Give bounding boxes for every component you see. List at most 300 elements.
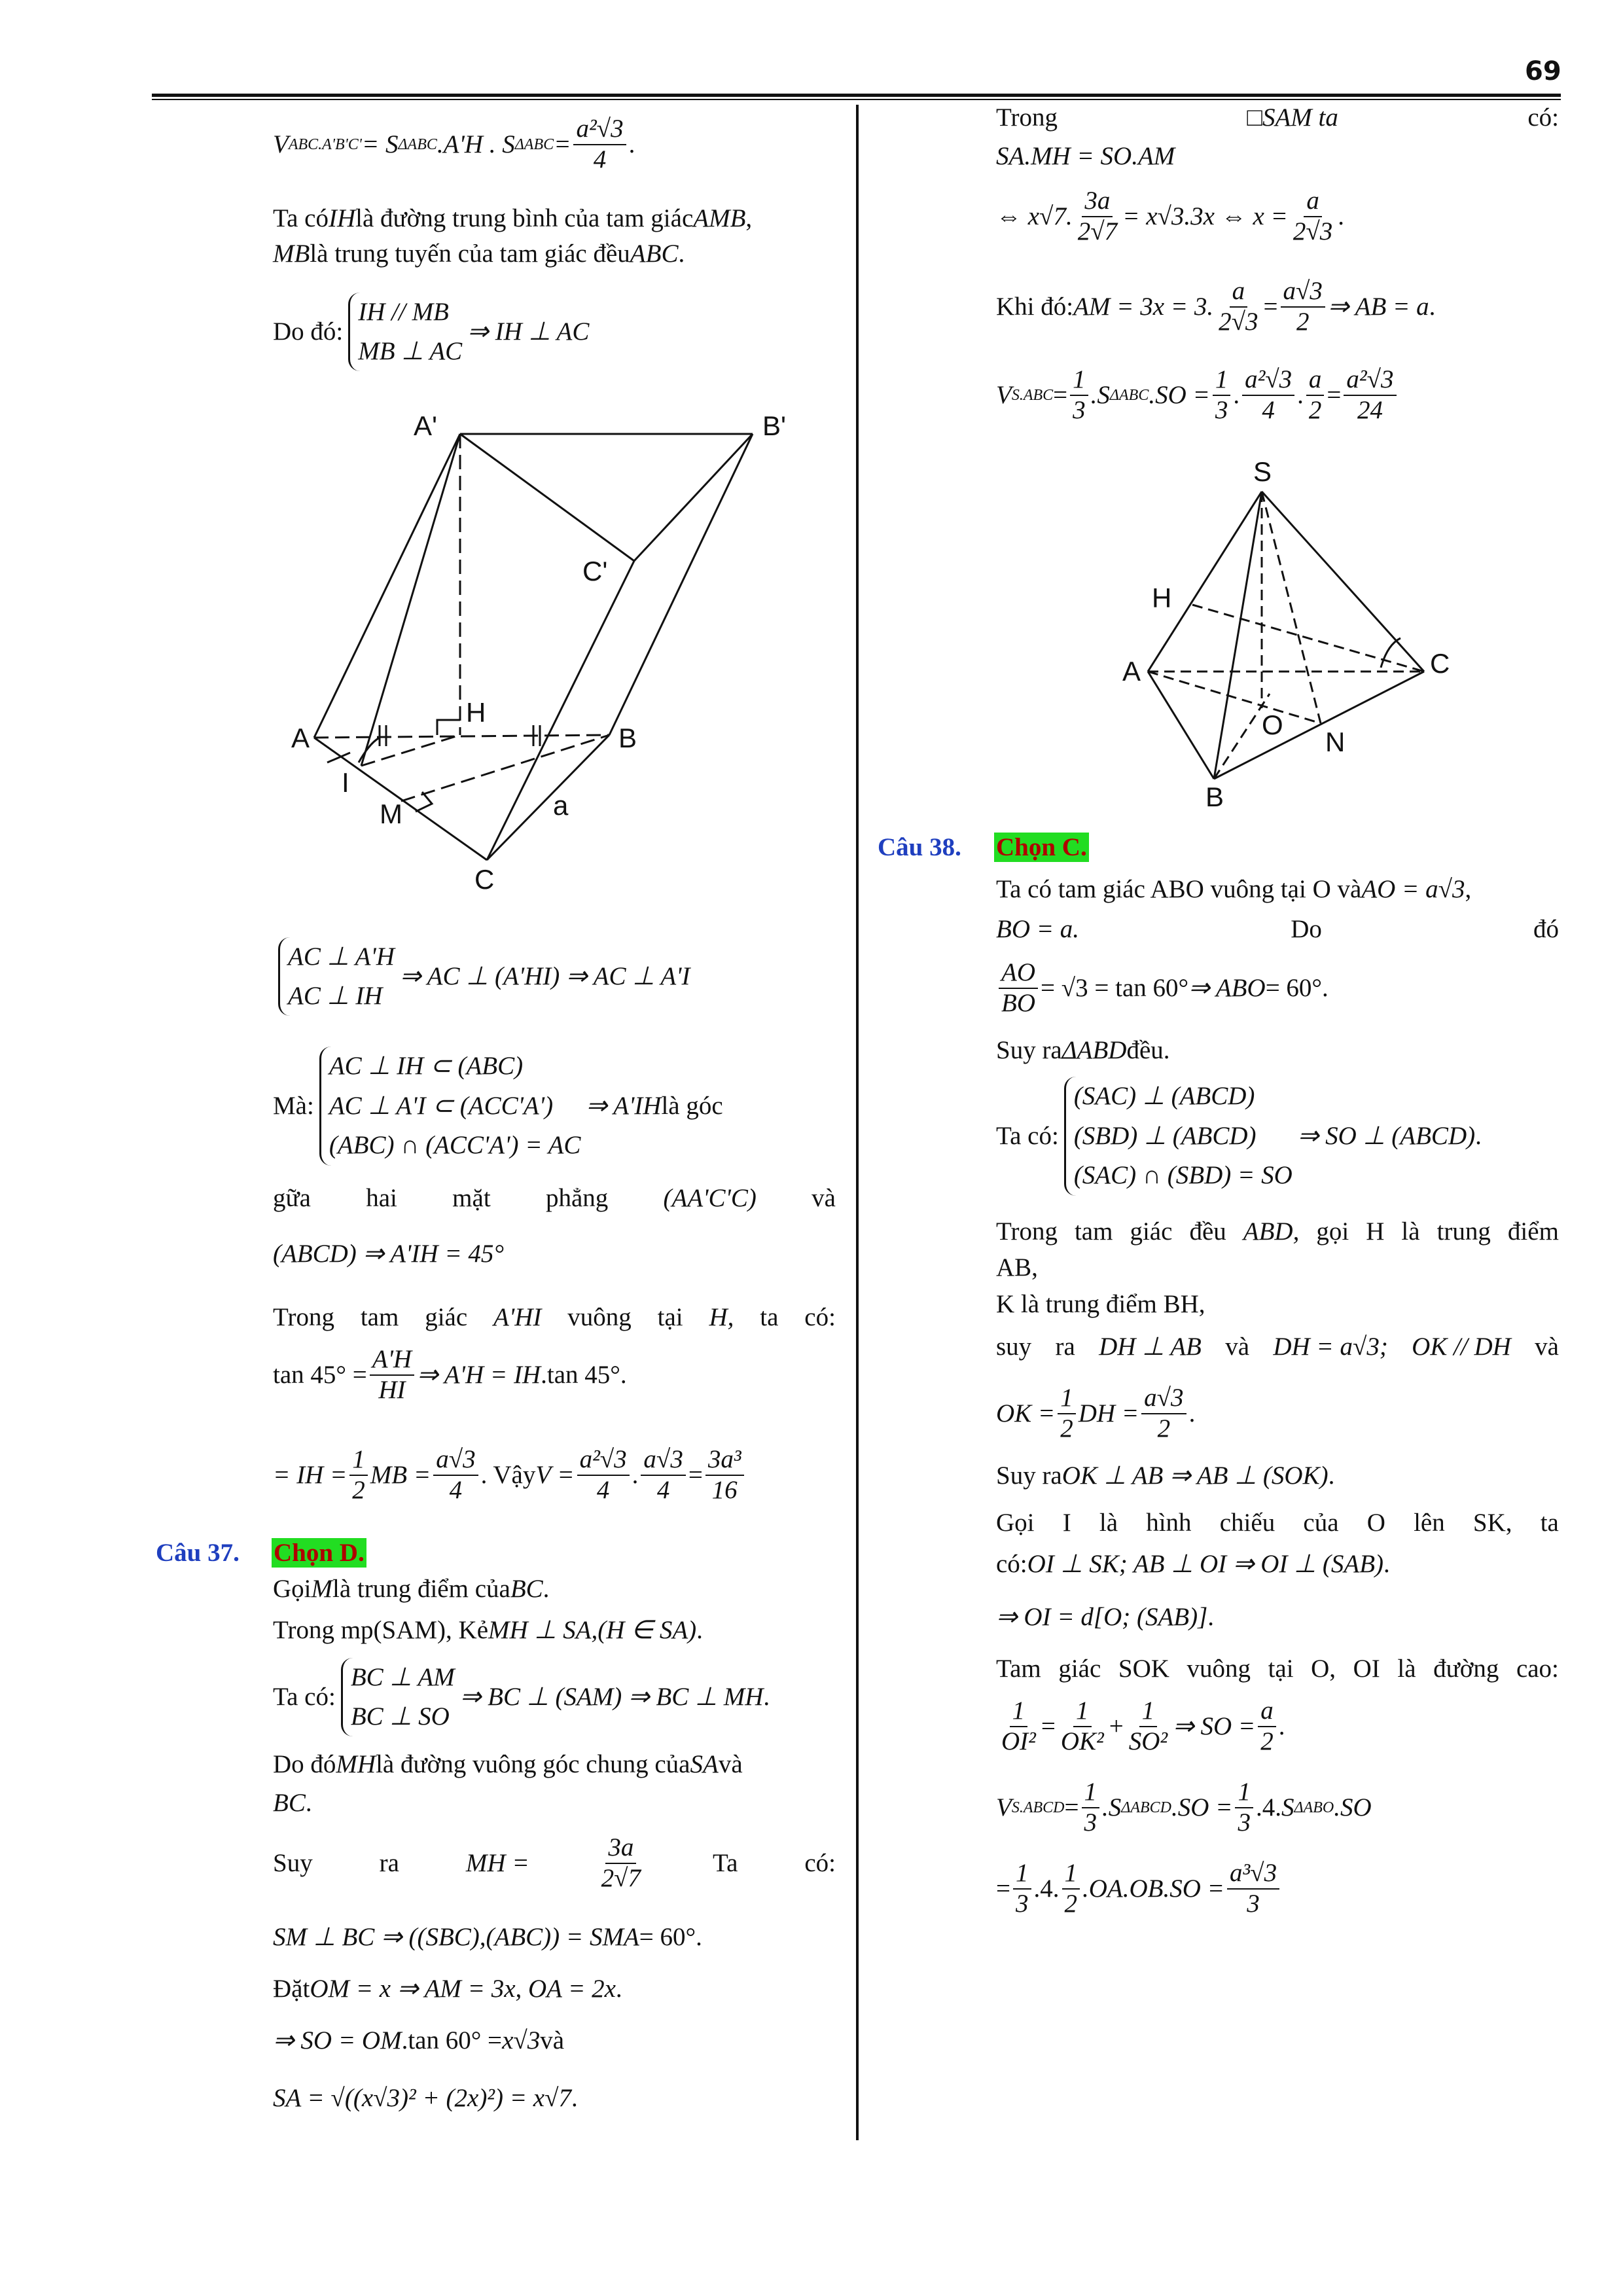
text-run: và — [1535, 1332, 1559, 1361]
math-run: (AA'C'C) — [663, 1183, 757, 1212]
text-run: O — [1366, 1508, 1385, 1537]
numerator: a√3 — [1281, 277, 1325, 308]
numerator: 3a³ — [705, 1445, 744, 1476]
text-run: hình — [1146, 1508, 1192, 1537]
text-run: Đặt — [273, 1974, 310, 2003]
fraction — [599, 1833, 643, 1893]
text-line — [273, 1748, 743, 1782]
text-line — [996, 1506, 1559, 1540]
prism-labels — [291, 410, 786, 895]
fraction — [1082, 1778, 1100, 1838]
label: B — [1205, 781, 1224, 812]
text-run: Do đó: — [273, 317, 344, 346]
math-run: ⇒ A'IH — [586, 1091, 662, 1120]
text-run: = — [1041, 1712, 1056, 1740]
text-line — [273, 2081, 578, 2115]
text-run: . — [678, 239, 685, 268]
text-run: . — [696, 1615, 703, 1644]
text-run: . — [1233, 380, 1240, 409]
math-run: S — [1281, 1793, 1294, 1821]
text-run: SOK — [1118, 1654, 1169, 1683]
denominator: OI² — [1001, 1727, 1036, 1755]
text-run: là trung điểm của — [332, 1574, 510, 1603]
math-run: OI ⊥ SK; AB ⊥ OI ⇒ OI ⊥ (SAB) — [1027, 1549, 1384, 1578]
text-line — [996, 1547, 1390, 1581]
math-run: ⇒ SO = — [1173, 1712, 1256, 1740]
text-line — [996, 1082, 1482, 1190]
label: B — [618, 723, 637, 753]
text-run: Ta có tam giác ABO vuông tại O và — [996, 874, 1362, 903]
fraction — [641, 1445, 685, 1505]
numerator: a²√3 — [1344, 365, 1396, 396]
math-run: DH = a√3; — [1273, 1332, 1388, 1361]
text-run: vuông — [1186, 1654, 1251, 1683]
text-run: là — [1401, 1217, 1420, 1246]
text-line — [273, 1181, 836, 1215]
label: O — [1262, 709, 1283, 740]
math-run: V = — [535, 1460, 575, 1489]
math-run: OK ⊥ AB ⇒ AB ⊥ (SOK) — [1061, 1461, 1329, 1490]
question-37-label: Câu 37. — [156, 1539, 240, 1567]
text-run: Trong — [273, 1302, 334, 1331]
text-line — [273, 1572, 549, 1606]
text-run: phẳng — [545, 1183, 609, 1212]
math-run: .S — [1090, 380, 1110, 409]
math-run: SA — [690, 1749, 719, 1778]
math-subscript: ΔABC — [514, 135, 554, 153]
denominator: 2√7 — [601, 1864, 641, 1892]
denominator: 2 — [1060, 1414, 1073, 1443]
math-run: AM = 3x = 3. — [1073, 292, 1214, 321]
equation-system — [1064, 1077, 1293, 1195]
text-line — [273, 1613, 703, 1647]
text-run: = √3 = tan 60° — [1041, 973, 1189, 1002]
denominator: 4 — [449, 1476, 463, 1504]
text-run: . — [543, 1574, 550, 1603]
text-line — [273, 202, 752, 236]
text-run: cao: — [1516, 1654, 1559, 1683]
text-run: và — [812, 1183, 836, 1212]
text-run: Trong — [996, 103, 1058, 132]
text-run: . — [305, 1788, 312, 1817]
text-line — [273, 1920, 702, 1954]
fraction — [1227, 1859, 1279, 1919]
text-run: vuông — [567, 1302, 632, 1331]
numerator: a√3 — [641, 1445, 685, 1476]
text-run: lên — [1414, 1508, 1445, 1537]
text-line — [996, 1251, 1038, 1285]
math-run: = S — [361, 130, 399, 158]
fraction — [999, 1696, 1039, 1757]
text-run: Ta có: — [273, 1682, 336, 1711]
denominator: 2 — [1260, 1727, 1274, 1755]
math-run: MH ⊥ SA,(H ∈ SA) — [488, 1615, 697, 1644]
math-run: M — [311, 1574, 332, 1603]
page-number: 69 — [1525, 56, 1561, 86]
fraction — [1070, 365, 1088, 425]
math-run: MB = — [370, 1460, 431, 1489]
denominator: OK² — [1060, 1727, 1104, 1755]
equation-system — [278, 937, 395, 1016]
text-run: giác — [1130, 1217, 1173, 1246]
math-subscript: ΔABC — [1109, 386, 1149, 404]
text-run: ta — [760, 1302, 779, 1331]
tick-m — [416, 792, 432, 812]
text-run: giác — [425, 1302, 468, 1331]
text-run: = — [1263, 292, 1278, 321]
text-run: có: — [804, 1848, 836, 1877]
edge-a1a — [314, 434, 460, 738]
denominator: 2 — [1064, 1890, 1077, 1918]
denominator: 4 — [656, 1476, 670, 1504]
math-run: x√3 — [502, 2026, 541, 2054]
right-angle-mark-h — [437, 720, 460, 735]
numerator: 3a — [605, 1833, 636, 1864]
fraction — [1242, 365, 1294, 425]
text-line — [273, 942, 690, 1010]
denominator: 3 — [1247, 1890, 1260, 1918]
text-run: có: — [1527, 103, 1559, 132]
text-run: Ta có: — [996, 1121, 1059, 1150]
text-line — [273, 1300, 836, 1335]
text-run: của — [1303, 1508, 1339, 1537]
math-run: = x√3.3x ⇔ x = — [1122, 202, 1288, 230]
math-run: OK = — [996, 1399, 1056, 1427]
math-run: .A'H . S — [437, 130, 515, 158]
math-run: V — [273, 130, 289, 158]
text-line — [996, 1652, 1559, 1686]
text-line — [273, 1052, 723, 1160]
numerator: a — [1304, 187, 1322, 217]
text-line — [996, 1459, 1334, 1493]
math-subscript: ABC.A'B'C' — [288, 135, 362, 153]
fraction — [1216, 277, 1260, 337]
label: a — [553, 790, 569, 821]
label: A — [1122, 656, 1141, 687]
numerator: a√3 — [433, 1445, 478, 1476]
text-line — [996, 365, 1399, 424]
math-run: SA = √((x√3)² + (2x)²) = x√7 — [273, 2083, 572, 2112]
math-subscript: ΔABCD — [1121, 1799, 1171, 1816]
text-run: . — [1188, 1399, 1196, 1427]
text-run: là — [1099, 1508, 1118, 1537]
fraction — [349, 1445, 368, 1505]
text-run: . — [1328, 1461, 1335, 1490]
numerator: a — [1306, 365, 1325, 396]
fraction — [705, 1445, 744, 1505]
numerator: 1 — [1235, 1778, 1253, 1808]
math-run: AO = a√3 — [1361, 874, 1465, 903]
numerator: 1 — [1013, 1859, 1031, 1890]
fraction — [1058, 1384, 1076, 1444]
question-38-answer: Chọn C. — [994, 833, 1089, 862]
math-run: DH ⊥ AB — [1099, 1332, 1202, 1361]
text-run: và — [540, 2026, 565, 2054]
text-run: ta — [1540, 1508, 1559, 1537]
math-run: MH = — [465, 1848, 529, 1877]
text-run: = — [1064, 1793, 1079, 1821]
text-line — [996, 1778, 1372, 1837]
equation-system — [348, 293, 462, 372]
text-run: tam — [1074, 1217, 1113, 1246]
text-run: , — [1465, 874, 1472, 903]
text-run: H — [1366, 1217, 1385, 1246]
label: A — [291, 723, 310, 753]
text-run: ra — [1055, 1332, 1075, 1361]
math-run: .SO = — [1149, 380, 1210, 409]
numerator: a²√3 — [577, 1445, 630, 1476]
math-run: = IH = — [273, 1460, 348, 1489]
text-run: là — [1397, 1654, 1416, 1683]
text-run: ra — [379, 1848, 399, 1877]
denominator: 3 — [1073, 396, 1086, 424]
fraction — [1141, 1384, 1186, 1444]
text-run: đó — [1533, 914, 1559, 943]
text-line — [273, 1445, 747, 1504]
label: A' — [414, 410, 438, 441]
text-run: Suy — [273, 1848, 313, 1877]
denominator: 4 — [593, 145, 607, 173]
text-run: Tam — [996, 1654, 1041, 1683]
system-row: AC ⊥ IH ⊂ (ABC) — [329, 1052, 524, 1081]
text-run: OI — [1353, 1654, 1380, 1683]
label: N — [1325, 726, 1346, 757]
text-run: là trung tuyến của tam giác đều — [310, 239, 630, 268]
text-line — [996, 187, 1345, 245]
text-run: = 60°. — [639, 1922, 702, 1951]
text-run: = — [996, 1874, 1010, 1903]
text-run: là góc — [661, 1091, 723, 1120]
system-row: BC ⊥ SO — [350, 1702, 450, 1731]
math-run: ⇒ A'H = IH — [417, 1360, 541, 1389]
text-line — [996, 872, 1471, 906]
fraction — [1281, 277, 1325, 337]
math-run: ABD, — [1243, 1217, 1300, 1246]
numerator: 1 — [1082, 1778, 1100, 1808]
numerator: 1 — [1058, 1384, 1076, 1414]
math-run: BC — [510, 1574, 543, 1603]
denominator: 2 — [1157, 1414, 1171, 1443]
fraction — [1258, 1696, 1276, 1757]
text-run: . Vậy — [480, 1460, 536, 1489]
denominator: 2√3 — [1293, 217, 1333, 245]
label: H — [466, 697, 486, 728]
numerator: 1 — [1010, 1696, 1028, 1727]
fraction — [577, 1445, 630, 1505]
label: C — [1430, 648, 1450, 679]
text-run: . — [1475, 1121, 1482, 1150]
numerator: 3a — [1082, 187, 1113, 217]
system-row: BC ⊥ AM — [350, 1662, 455, 1691]
denominator: BO — [1001, 989, 1035, 1017]
text-run: Trong mp(SAM), Kẻ — [273, 1615, 489, 1644]
text-run: Gọi — [273, 1574, 312, 1603]
denominator: 3 — [1084, 1808, 1097, 1837]
text-line — [273, 2024, 564, 2058]
numerator: 1 — [1213, 365, 1231, 396]
system-row: (ABC) ∩ (ACC'A') = AC — [329, 1131, 581, 1160]
equation-system — [341, 1658, 455, 1737]
text-run: là đường vuông góc chung của — [376, 1749, 690, 1778]
text-run: .4. — [1033, 1874, 1060, 1903]
text-line — [273, 1786, 312, 1820]
text-run: . — [1297, 380, 1304, 409]
fraction — [573, 115, 626, 175]
text-line — [996, 1033, 1170, 1067]
math-run: BO = a. — [996, 914, 1080, 943]
math-run: V — [996, 1793, 1012, 1821]
edge-c1b1 — [634, 434, 753, 561]
math-subscript: S.ABC — [1011, 386, 1054, 404]
fraction — [1344, 365, 1396, 425]
math-run: = — [554, 130, 571, 158]
system-row: (SBD) ⊥ (ABCD) — [1073, 1121, 1257, 1150]
fraction — [1013, 1859, 1031, 1919]
text-run: I — [1062, 1508, 1071, 1537]
equation-system — [319, 1047, 581, 1165]
system-row: AC ⊥ A'H — [288, 942, 395, 971]
denominator: SO² — [1128, 1727, 1168, 1755]
label: H — [1152, 583, 1172, 613]
math-run: MH — [336, 1749, 376, 1778]
pyramid-figure — [1148, 492, 1424, 779]
text-run: = — [1327, 380, 1342, 409]
text-line — [996, 912, 1559, 946]
text-line — [273, 1345, 627, 1404]
text-line — [996, 1287, 1205, 1321]
denominator: 2 — [352, 1476, 365, 1504]
denominator: 4 — [596, 1476, 610, 1504]
label: S — [1253, 456, 1272, 487]
prism-figure — [314, 434, 753, 860]
text-run: Gọi — [996, 1508, 1035, 1537]
text-run: và — [1225, 1332, 1249, 1361]
numerator: a — [1230, 277, 1248, 308]
text-run: Suy ra — [996, 1035, 1062, 1064]
text-run: và — [718, 1749, 743, 1778]
text-run: tan 45° = — [273, 1360, 367, 1389]
text-run: K là trung điểm BH, — [996, 1289, 1205, 1318]
math-subscript: ΔABO — [1294, 1799, 1334, 1816]
fraction — [999, 958, 1038, 1018]
text-run: Ta có — [273, 204, 329, 232]
math-run: OK // DH — [1412, 1332, 1511, 1361]
math-run: ⇒ IH ⊥ AC — [467, 317, 590, 346]
text-run: là đường trung bình của tam giác — [355, 204, 694, 232]
text-line — [273, 1662, 770, 1731]
edge-ab — [314, 735, 609, 738]
text-run: .tan 45°. — [541, 1360, 627, 1389]
denominator: 3 — [1016, 1890, 1029, 1918]
text-run: , — [745, 204, 753, 232]
text-line — [273, 1833, 836, 1892]
text-line — [996, 277, 1436, 336]
math-run: ⇔ x√7. — [996, 202, 1073, 230]
text-run: . — [763, 1682, 770, 1711]
numerator: A'H — [370, 1345, 414, 1376]
text-run: hai — [366, 1183, 397, 1212]
numerator: a√3 — [1141, 1384, 1186, 1414]
text-run: . — [1429, 292, 1436, 321]
system-row: (SAC) ⊥ (ABCD) — [1073, 1082, 1255, 1111]
edge-b1b — [609, 434, 753, 735]
fraction — [1058, 1696, 1107, 1757]
fraction — [1235, 1778, 1253, 1838]
math-subscript: ΔABC — [398, 135, 437, 153]
text-line — [273, 1972, 622, 2006]
text-run: gữa — [273, 1183, 311, 1212]
label: M — [380, 798, 402, 829]
denominator: 2√7 — [1077, 217, 1118, 245]
text-run: gọi — [1316, 1217, 1349, 1246]
numerator: a²√3 — [573, 115, 626, 145]
math-run: ⇒ AC ⊥ (A'HI) ⇒ AC ⊥ A'I — [399, 961, 690, 990]
edge-a1i — [361, 434, 460, 766]
numerator: a²√3 — [1242, 365, 1294, 396]
edge-a1c1 — [460, 434, 634, 561]
text-run: . — [1278, 1712, 1285, 1740]
math-run: (ABCD) ⇒ A'IH = 45° — [273, 1239, 504, 1268]
math-run: ⇒ SO ⊥ (ABCD) — [1297, 1121, 1476, 1150]
label: C — [474, 864, 495, 895]
text-run: = — [1053, 380, 1068, 409]
text-run: có: — [996, 1549, 1027, 1578]
text-line — [996, 1696, 1285, 1755]
text-run: . — [1207, 1602, 1215, 1631]
text-run: O, — [1311, 1654, 1336, 1683]
text-line — [996, 1330, 1559, 1364]
math-run: H, — [709, 1302, 734, 1331]
text-line — [996, 101, 1559, 135]
text-line — [273, 115, 635, 173]
text-run: đều. — [1126, 1035, 1170, 1064]
text-run: đường — [1433, 1654, 1499, 1683]
denominator: 3 — [1215, 396, 1228, 424]
text-run: . — [1383, 1549, 1390, 1578]
math-run: A'HI — [493, 1302, 542, 1331]
math-run: .SO — [1334, 1793, 1372, 1821]
denominator: 2 — [1296, 308, 1310, 336]
text-run: suy — [996, 1332, 1032, 1361]
math-run: IH — [328, 204, 356, 232]
text-run: tại — [657, 1302, 683, 1331]
text-run: Do — [1291, 914, 1322, 943]
math-run: □SAM ta — [1247, 103, 1338, 132]
math-run: ⇒ AB = a — [1327, 292, 1429, 321]
text-run: giác — [1058, 1654, 1101, 1683]
math-run: ΔABD — [1061, 1035, 1127, 1064]
math-run: AMB — [693, 204, 746, 232]
numerator: 1 — [349, 1445, 368, 1476]
math-run: .S — [1102, 1793, 1122, 1821]
fraction — [370, 1345, 414, 1405]
text-run: Do đó — [273, 1749, 336, 1778]
numerator: a — [1258, 1696, 1276, 1727]
math-run: DH = — [1078, 1399, 1139, 1427]
text-run: điểm — [1507, 1217, 1559, 1246]
text-run: đều — [1189, 1217, 1226, 1246]
text-line — [273, 237, 685, 271]
text-run: Suy ra — [996, 1461, 1062, 1490]
denominator: 2√3 — [1219, 308, 1258, 336]
text-run: trung — [1436, 1217, 1491, 1246]
fraction — [1075, 187, 1120, 247]
denominator: 3 — [1238, 1808, 1251, 1837]
text-run: AB, — [996, 1253, 1038, 1282]
text-line — [273, 1237, 504, 1271]
math-run: ABC — [630, 239, 679, 268]
system-row: MB ⊥ AC — [358, 337, 463, 365]
